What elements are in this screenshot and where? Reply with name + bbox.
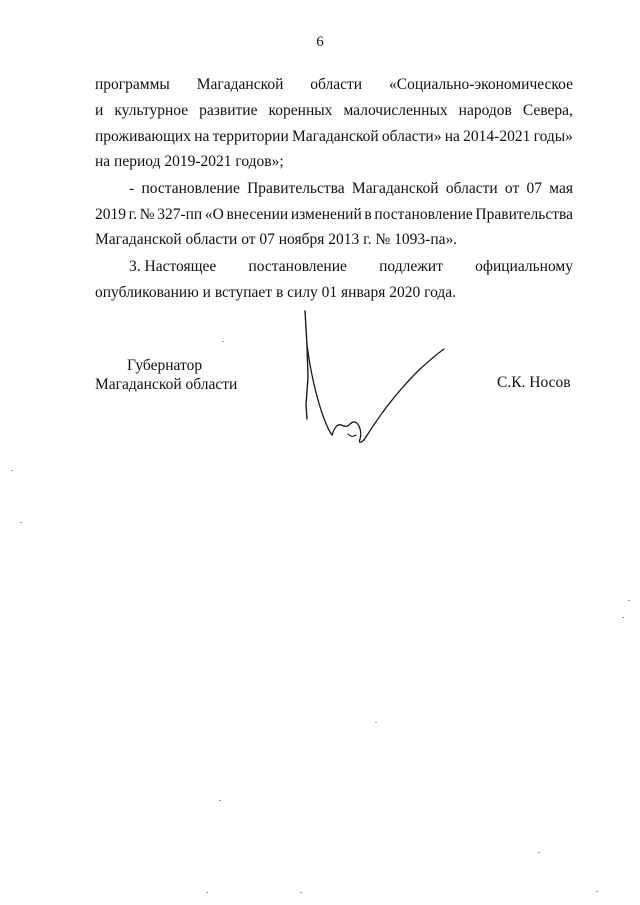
paragraph-2-line-2 [95,205,573,225]
word: на [194,128,210,145]
scan-speck [11,470,13,471]
scan-speck [375,722,377,723]
scan-speck [622,617,624,618]
word: и [95,102,104,119]
word: - [129,180,135,197]
word: 2014-2021 [463,128,531,145]
word: годы» [533,128,573,145]
word: развитие [199,102,258,119]
word: мая [549,180,573,197]
scan-speck [219,800,221,801]
word: Магаданской [196,76,284,93]
paragraph-1-line-3 [95,127,573,147]
scan-speck [300,892,302,893]
signer-title-line-2: Магаданской области [95,376,238,393]
word: программы [95,76,170,93]
word: изменений [290,206,362,223]
word: области [445,180,498,197]
paragraph-3-line-1 [95,257,573,277]
signer-name: С.К. Носов [497,374,571,391]
word: культурное [114,102,189,119]
scan-speck [628,600,630,601]
word: 327-пп [157,206,203,223]
scan-speck [596,891,598,892]
word: постановление [248,258,347,275]
page-number: 6 [316,34,324,50]
word: № [139,206,155,223]
scan-speck [206,892,208,893]
word: официальному [475,258,573,275]
word: г. [128,206,138,223]
scan-speck [20,522,22,523]
paragraph-2-line-1 [95,179,573,199]
paragraph-3-line-2: опубликованию и вступает в силу 01 января 2020 года. [95,284,457,301]
word: 2019 [95,206,126,223]
word: подлежит [379,258,443,275]
word: области» [381,128,442,145]
word: народов [458,102,512,119]
word: Правительства [247,180,345,197]
word: на [444,128,460,145]
word: «О [204,206,224,223]
word: Магаданской [351,180,439,197]
word: в [364,206,372,223]
word: проживающих [95,128,191,145]
word: от [504,180,520,197]
word: Правительства [475,206,573,223]
word: территории [212,128,289,145]
signer-title-line-1: Губернатор [127,357,203,374]
word: 3. Настоящее [129,258,217,275]
word: постановление [141,180,240,197]
scan-speck [538,852,540,853]
word: постановление [374,206,473,223]
paragraph-1-line-4: на период 2019-2021 годов»; [95,153,284,170]
word: коренных [268,102,333,119]
word: области [310,76,363,93]
paragraph-2-line-3: Магаданской области от 07 ноября 2013 г. № 1093-па». [95,231,458,248]
word: внесении [226,206,289,223]
handwritten-signature [288,305,458,455]
paragraph-1-line-1 [95,75,573,95]
paragraph-1-line-2 [95,101,573,121]
word: Магаданской [292,128,379,145]
signer-title [95,356,237,394]
word: Севера, [522,102,573,119]
word: малочисленных [343,102,448,119]
word: 07 [526,180,543,197]
word: «Социально-экономическое [389,76,573,93]
scan-speck [222,341,224,342]
